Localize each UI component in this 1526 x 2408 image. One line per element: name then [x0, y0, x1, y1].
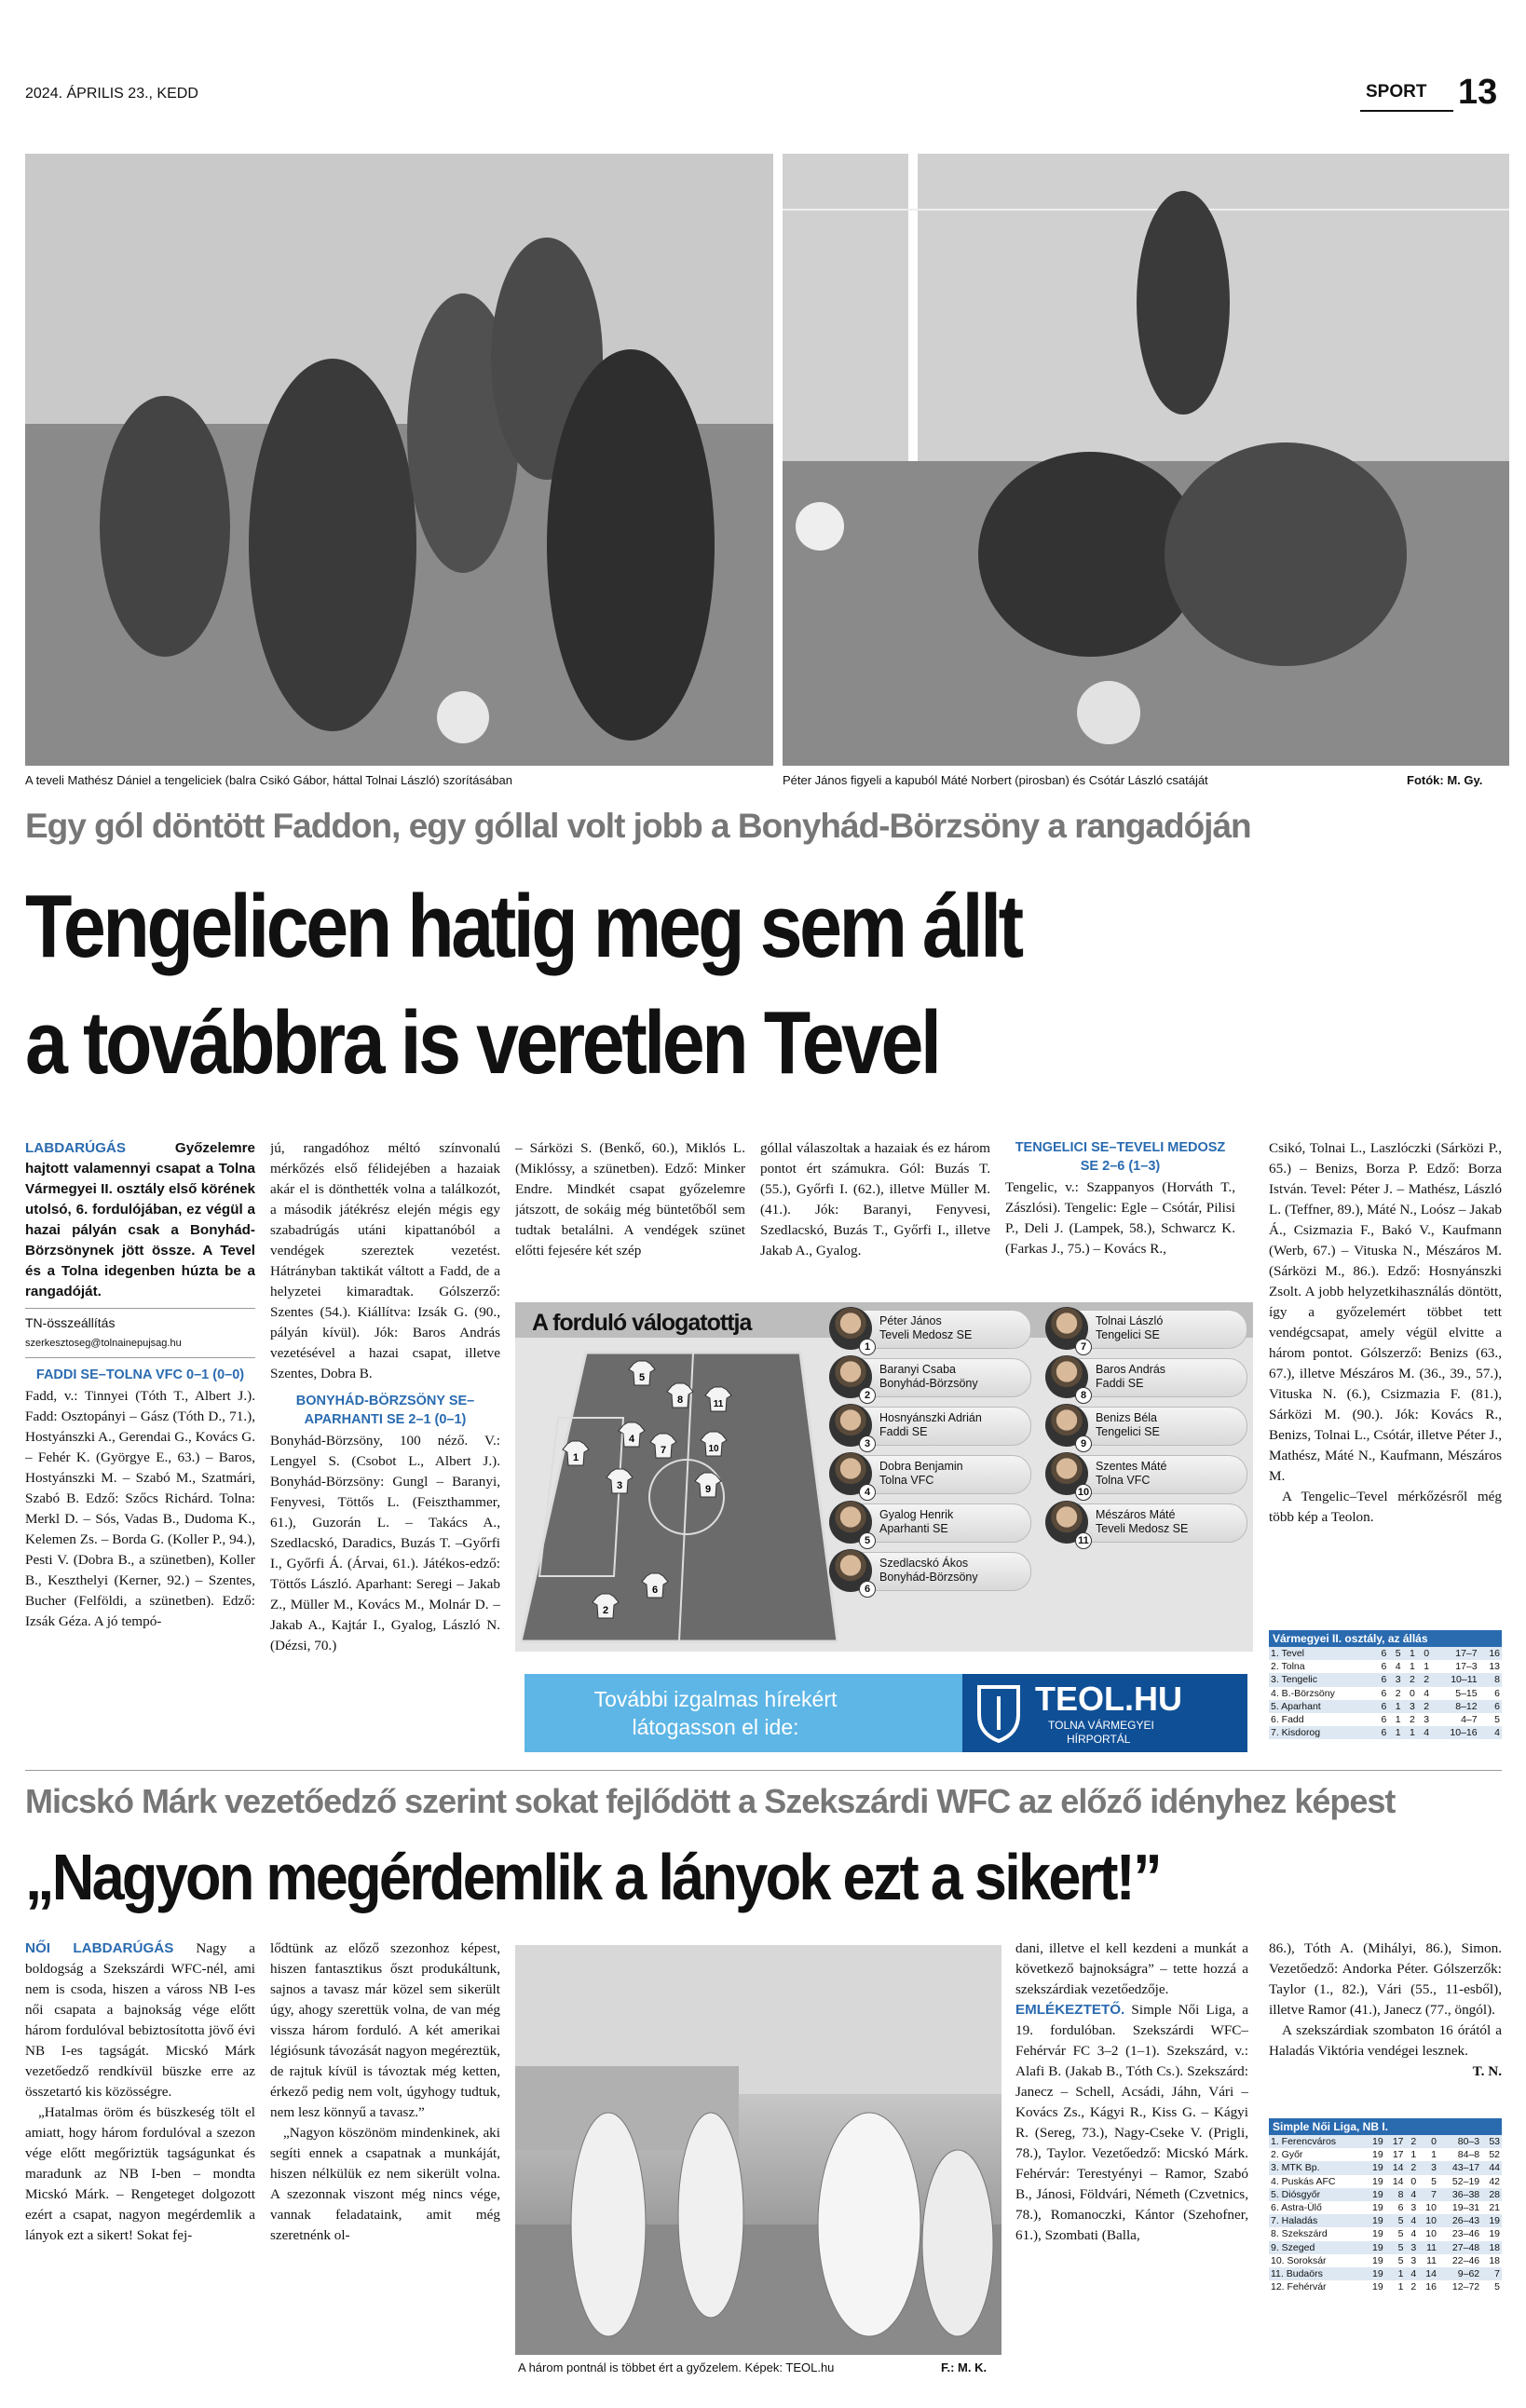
photo-right-illustration	[783, 154, 1509, 766]
player-number: 7	[1075, 1339, 1092, 1355]
shirt-1	[562, 1440, 590, 1466]
photo-left	[25, 154, 773, 766]
section-divider	[25, 1770, 1502, 1771]
article1-lead-label: LABDARÚGÁS	[25, 1140, 126, 1156]
player-team: Tengelici SE	[1096, 1425, 1160, 1438]
article1-column-3	[515, 1138, 745, 1287]
article2-photo	[515, 1945, 1001, 2355]
article2-col1-text2: „Hatalmas öröm és büszkeség tölt el amiatt, hogy három fordulóval a szezon vége előtt megőriztük tagságunkat és maradunk az NB I-ben – mondta Micskó Márk. – Rengeteget dolgozott ezért a csapat, nagyon megérdemlik a lányok ezt a sikert! Sokat fej-	[25, 2104, 255, 2243]
match3-title: TENGELICI SE–TEVELI MEDOSZ SE 2–6 (1–3)	[1015, 1140, 1226, 1174]
player-name: Baros András	[1096, 1363, 1166, 1376]
stat-cell: 1	[1403, 1647, 1417, 1660]
team-name: 2. Tolna	[1271, 1661, 1305, 1673]
stat-cell: 10–16	[1431, 1726, 1479, 1739]
stat-cell: 19	[1365, 2241, 1385, 2254]
team-name: 11. Budaörs	[1269, 2267, 1365, 2280]
player-team: Faddi SE	[1096, 1377, 1144, 1390]
stat-cell: 19	[1372, 2228, 1383, 2240]
stat-cell: 27–48	[1438, 2241, 1481, 2254]
article1-column-5	[1005, 1138, 1235, 1287]
shirt-7	[649, 1433, 677, 1459]
player-team: Bonyhád-Börzsöny	[879, 1377, 978, 1390]
match1-text: Fadd, v.: Tinnyei (Tóth T., Albert J.). Fadd: Osztopányi – Gász (Tóth D., 71.), Hostyánszki A., Gerendai G., Kovács G. – Fehér K. (Györgye E., 63.) – Baros, Hostyánszki M. – Szabó M., Szatmári, Szabó B. Edző: Szőcs Richárd. Tolna: Merkl D. – Sós, Vadas B., Dudoma K., Kelemen Zs. – Borda G. (Koller P., 94.), Pesti V. (Dobra B., a szünetben), Koller B., Keszthelyi (Kerner, 92.) – Szentes, Bucher (Felföldi, a szünetben). Edző: Izsák Géza. A jó tempó-	[25, 1388, 255, 1629]
stat-cell: 5	[1397, 2254, 1404, 2266]
stat-cell: 0	[1417, 1647, 1431, 1660]
article2-col4-text: 86.), Tóth A. (Mihályi, 86.), Simon. Vezetőedző: Andorka Péter. Gólszerzők: Taylor (1., 82.), Vári (55., 11-esből), illetve Ramor (41.), Janecz (77., öngól).	[1269, 1940, 1502, 2018]
standings-row	[1269, 2135, 1502, 2148]
team-name: 4. Puskás AFC	[1271, 2175, 1336, 2187]
reminder-label: EMLÉKEZTETŐ.	[1015, 2002, 1125, 2018]
stat-cell: 52	[1489, 2149, 1500, 2161]
lineup-card-11	[1046, 1503, 1247, 1546]
player-number: 2	[859, 1387, 876, 1404]
ad-sub2: HÍRPORTÁL	[1067, 1733, 1131, 1746]
stat-cell: 6	[1374, 1673, 1388, 1686]
photo-credit: Fotók: M. Gy.	[1407, 773, 1483, 787]
standings-row	[1269, 2201, 1502, 2214]
article2-column-2	[270, 1939, 500, 2386]
stat-cell: 19	[1365, 2135, 1385, 2148]
player-team: Tengelici SE	[1096, 1328, 1160, 1341]
standings-row	[1269, 1713, 1502, 1726]
standings-row	[1269, 2161, 1502, 2174]
team-name: 7. Haladás	[1269, 2214, 1365, 2227]
article1-column-4	[760, 1138, 990, 1287]
lineup-graphic	[515, 1302, 1253, 1652]
svg-text:2: 2	[602, 1605, 609, 1616]
teol-ad-banner[interactable]	[525, 1674, 1247, 1752]
stat-cell: 19	[1372, 2281, 1383, 2293]
stat-cell: 19	[1365, 2267, 1385, 2280]
shirt-10	[700, 1431, 728, 1457]
shirt-5	[628, 1360, 656, 1386]
standings-1-title: Vármegyei II. osztály, az állás	[1269, 1630, 1502, 1647]
stat-cell: 43–17	[1438, 2161, 1481, 2174]
standings-1-rows	[1269, 1647, 1502, 1739]
ad-sub1: TOLNA VÁRMEGYEI	[1048, 1719, 1154, 1732]
ad-brand-box	[962, 1674, 1247, 1752]
article1-col3-text: – Sárközi S. (Benkő, 60.), Miklós L. (Miklóssy, a szünetben). Edző: Minker Endre. Mindkét csapat győzelemre játszott, de sokáig még büntetőből sem tudtak betalálni. A vendégek szünet előtti fejesére két szép	[515, 1140, 745, 1258]
stat-cell: 10	[1418, 2214, 1438, 2227]
standings-row	[1269, 2214, 1502, 2227]
stat-cell: 19	[1365, 2188, 1385, 2201]
stat-cell: 36–38	[1438, 2188, 1481, 2201]
stat-cell: 26–43	[1438, 2214, 1481, 2227]
standings-row	[1269, 1647, 1502, 1660]
stat-cell: 19	[1365, 2214, 1385, 2227]
player-name: Mészáros Máté	[1096, 1508, 1176, 1521]
player-name: Hosnyánszki Adrián	[879, 1411, 982, 1424]
stat-cell: 6	[1374, 1726, 1388, 1739]
shirt-8	[666, 1382, 694, 1408]
team-name: 6. Astra-Ülő	[1271, 2202, 1322, 2214]
stat-cell: 1	[1388, 1700, 1402, 1713]
ad-text-line1: További izgalmas hírekért	[593, 1687, 838, 1711]
team-name: 5. Diósgyőr	[1269, 2188, 1365, 2201]
player-team: Aparhanti SE	[879, 1522, 948, 1535]
player-number: 10	[1075, 1484, 1092, 1501]
svg-text:10: 10	[708, 1444, 719, 1454]
ad-text-line2: látogasson el ide:	[632, 1715, 799, 1739]
player-number: 5	[859, 1532, 876, 1549]
player-name: Tolnai László	[1096, 1314, 1164, 1327]
ad-brand: TEOL.HU	[1035, 1680, 1182, 1718]
stat-cell: 1	[1410, 1661, 1415, 1673]
stat-cell: 1	[1385, 2267, 1406, 2280]
article2-headline: „Nagyon megérdemlik a lányok ezt a sikert!”	[25, 1841, 1160, 1913]
shirt-4	[618, 1422, 646, 1448]
stat-cell: 3	[1418, 2161, 1438, 2174]
stat-cell: 8–12	[1431, 1700, 1479, 1713]
stat-cell: 5	[1385, 2241, 1406, 2254]
team-name: 6. Fadd	[1271, 1714, 1304, 1726]
player-team: Teveli Medosz SE	[1096, 1522, 1189, 1535]
standings-row	[1269, 2254, 1502, 2267]
article2-photo-illustration	[515, 1945, 1001, 2355]
svg-text:3: 3	[616, 1480, 623, 1491]
article1-headline-line2: a továbbra is veretlen Tevel	[25, 993, 939, 1093]
article2-lead-label: NŐI LABDARÚGÁS	[25, 1940, 174, 1956]
team-name: 9. Szeged	[1269, 2241, 1365, 2254]
stat-cell: 6	[1479, 1700, 1502, 1713]
team-name: 10. Soroksár	[1271, 2254, 1327, 2266]
shirt-2	[592, 1593, 620, 1619]
stat-cell: 4	[1424, 1687, 1430, 1699]
team-name: 3. Tengelic	[1269, 1673, 1374, 1686]
player-team: Bonyhád-Börzsöny	[879, 1571, 978, 1584]
stat-cell: 2	[1406, 2135, 1419, 2148]
match2-text: Bonyhád-Börzsöny, 100 néző. V.: Lengyel S. (Csobot L., Albert J.). Bonyhád-Börzsöny: Gungl – Baranyi, Fenyvesi, Töttős L. (Feiszthammer, 61.), Guzorán L. – Takács A., Szedlacskó, Daradics, Buzás T. –Győrfi I., Győrfi Á. (Árvai, 61.). Játékos-edző: Töttős László. Aparhant: Seregi – Jakab Z., Müller M., Kovács M., Molnár D. – Jakab A., Kajtár I., Gyalog, László N. (Dézsi, 70.)	[270, 1433, 500, 1653]
stat-cell: 4	[1479, 1726, 1502, 1739]
stat-cell: 18	[1489, 2254, 1500, 2266]
stat-cell: 14	[1418, 2267, 1438, 2280]
article2-column-3	[1015, 1939, 1248, 2386]
stat-cell: 9–62	[1438, 2267, 1481, 2280]
stat-cell: 80–3	[1438, 2135, 1481, 2148]
stat-cell: 23–46	[1451, 2228, 1480, 2240]
stat-cell: 1	[1397, 2281, 1404, 2293]
standings-row	[1269, 1726, 1502, 1739]
stat-cell: 2	[1406, 2161, 1419, 2174]
stat-cell: 4	[1406, 2188, 1419, 2201]
player-number: 6	[859, 1581, 876, 1598]
match1-title: FADDI SE–TOLNA VFC 0–1 (0–0)	[35, 1367, 245, 1382]
article1-lead: Győzelemre hajtott valamennyi csapat a Tolna Vármegyei II. osztály első körének utolsó, 6. fordulójában, ez végül a hazai pályán csak a Bonyhád-Börzsönynek jött össze. A Tevel és a Tolna idegenben húzta be a rangadóját.	[25, 1140, 255, 1299]
article1-col6-text: Csikó, Tolnai L., Laszlóczki (Sárközi P., 65.) – Benizs, Borza P. Edző: Borza István. Tevel: Péter J. – Mathész, László L. (Teffner, 89.), Máté N., Loósz – Jakab Á., Csizmazia F., Bakó V., Kaufmann (Werb, 67.) – Vituska N., Mészáros M. (Sárközi M., 86.). Edző: Hosnyánszki Zsolt. A jobb helyzetkihasználás döntött, így a győzelemért többet tett vendégcsapat, amely végül elvitte a három pontot. Gólszerző: Benizs (63., 67.), illetve Mészáros M. (36., 39., 57.), Vituska N. (6.), Csizmazia F. (81.), Sárközi M. (90.). Jók: Kovács R., Benizs, Tolnai L., Csótár, illetve Péter J., Mathész, Máté N., Kaufmann, Mészáros M.	[1269, 1140, 1502, 1484]
stat-cell: 5	[1494, 2281, 1500, 2293]
player-name: Baranyi Csaba	[879, 1363, 956, 1376]
photo-right-caption: Péter János figyeli a kapuból Máté Norbert (pirosban) és Csótár László csatáját	[783, 773, 1208, 787]
standings-row	[1269, 1660, 1502, 1673]
svg-text:1: 1	[572, 1452, 579, 1463]
standings-row	[1269, 2175, 1502, 2188]
svg-text:6: 6	[651, 1585, 659, 1596]
article1-email: szerkesztoseg@tolnainepujsag.hu	[25, 1338, 182, 1349]
stat-cell: 53	[1481, 2135, 1502, 2148]
article2-photo-caption: A három pontnál is többet ért a győzelem. Képek: TEOL.hu	[518, 2360, 835, 2374]
standings-row	[1269, 2267, 1502, 2280]
player-number: 1	[859, 1339, 876, 1355]
stat-cell: 11	[1426, 2254, 1437, 2266]
lineup-card-4	[830, 1455, 1031, 1498]
stat-cell: 5	[1431, 2175, 1437, 2187]
stat-cell: 3	[1406, 2241, 1419, 2254]
standings-row	[1269, 2227, 1502, 2240]
player-name: Péter János	[879, 1314, 942, 1327]
stat-cell: 19–31	[1451, 2202, 1480, 2214]
stat-cell: 0	[1410, 1687, 1415, 1699]
stat-cell: 0	[1410, 2175, 1417, 2187]
stat-cell: 21	[1489, 2202, 1500, 2214]
stat-cell: 14	[1385, 2161, 1406, 2174]
article2-col3-text: dani, illetve el kell kezdeni a munkát a következő bajnokságra” – tette hozzá a szekszárdiak vezetőedzője.	[1015, 1940, 1248, 1997]
stat-cell: 10	[1425, 2228, 1437, 2240]
article1-headline-line1: Tengelicen hatig meg sem állt	[25, 877, 1021, 976]
stat-cell: 4	[1395, 1661, 1401, 1673]
svg-text:7: 7	[660, 1445, 667, 1456]
team-name: 4. B.-Börzsöny	[1271, 1687, 1335, 1699]
stat-cell: 3	[1424, 1714, 1430, 1726]
stat-cell: 10	[1425, 2202, 1437, 2214]
shirt-6	[641, 1572, 669, 1599]
stat-cell: 3	[1410, 2202, 1417, 2214]
svg-text:4: 4	[628, 1434, 635, 1445]
article2-col3-text2: Simple Női Liga, a 19. fordulóban. Szekszárdi WFC–Fehérvár FC 3–2 (1–1). Szekszárd, v.: Alafi B. (Jakab B., Tóth Cs.). Szekszárd: Janecz – Schell, Acsádi, Jáhn, Vári – Kovács Zs., Kágyi R., Kiss G. – Kágyi R. (Sereg, 73.), Nagy-Cseke V. (Prigli, 78.), Taylor. Vezetőedző: Micskó Márk. Fehérvár: Terestyényi – Ramor, Szabó B., Jánosi, Földvári, Németh (Czvetnics, 78.), Romanoczki, Kántor (Szehofner, 61.), Szombati (Balla,	[1015, 2002, 1248, 2243]
stat-cell: 19	[1481, 2214, 1502, 2227]
player-number: 9	[1075, 1435, 1092, 1452]
stat-cell: 19	[1372, 2175, 1383, 2187]
standings-row	[1269, 1687, 1502, 1700]
shirt-3	[606, 1468, 634, 1494]
stat-cell: 22–46	[1451, 2254, 1480, 2266]
svg-text:5: 5	[638, 1372, 646, 1383]
lineup-card-7	[1046, 1310, 1247, 1353]
stat-cell: 28	[1481, 2188, 1502, 2201]
stat-cell: 4–7	[1461, 1714, 1478, 1726]
stat-cell: 7	[1481, 2267, 1502, 2280]
team-name: 12. Fehérvár	[1271, 2281, 1327, 2293]
shirt-11	[704, 1386, 732, 1412]
player-name: Dobra Benjamin	[879, 1460, 963, 1473]
stat-cell: 5	[1397, 2228, 1404, 2240]
lineup-card-1	[830, 1310, 1031, 1353]
standings-table-2	[1269, 2118, 1502, 2293]
standings-2-title: Simple Női Liga, NB I.	[1269, 2118, 1502, 2135]
stat-cell: 1	[1395, 1714, 1401, 1726]
stat-cell: 52–19	[1451, 2175, 1480, 2187]
stat-cell: 10–11	[1431, 1673, 1479, 1686]
article1-column-6	[1269, 1138, 1502, 1623]
lineup-card-6	[830, 1552, 1031, 1595]
stat-cell: 14	[1392, 2175, 1404, 2187]
stat-cell: 19	[1365, 2161, 1385, 2174]
stat-cell: 1	[1403, 1726, 1417, 1739]
team-name: 2. Győr	[1271, 2149, 1303, 2161]
stat-cell: 7	[1418, 2188, 1438, 2201]
article2-column-1	[25, 1939, 255, 2386]
player-name: Szentes Máté	[1096, 1460, 1167, 1473]
player-number: 4	[859, 1484, 876, 1501]
lineup-card-8	[1046, 1358, 1247, 1401]
stat-cell: 5	[1385, 2214, 1406, 2227]
stat-cell: 1	[1424, 1661, 1430, 1673]
article1-col5-text: Tengelic, v.: Szappanyos (Horváth T., Zászlósi). Tengelic: Egle – Csótár, Pilisi P., Deli J. (Lampek, 58.), Schwarcz K. (Farkas J., 75.) – Kovács R.,	[1005, 1179, 1235, 1257]
standings-table-1	[1269, 1630, 1502, 1739]
stat-cell: 17	[1385, 2135, 1406, 2148]
team-name: 1. Ferencváros	[1269, 2135, 1365, 2148]
stat-cell: 5	[1494, 1714, 1500, 1726]
stat-cell: 3	[1410, 2254, 1417, 2266]
stat-cell: 2	[1403, 1673, 1417, 1686]
article2-col4-text2: A szekszárdiak szombaton 16 órától a Haladás Viktória vendégei lesznek.	[1269, 2022, 1502, 2059]
player-team: Tolna VFC	[1096, 1474, 1151, 1487]
standings-row	[1269, 1673, 1502, 1686]
svg-text:8: 8	[676, 1394, 684, 1406]
photo-left-illustration	[25, 154, 773, 766]
section-label: SPORT	[1366, 82, 1427, 102]
stat-cell: 84–8	[1457, 2149, 1480, 2161]
stat-cell: 8	[1385, 2188, 1406, 2201]
stat-cell: 44	[1481, 2161, 1502, 2174]
stat-cell: 6	[1374, 1700, 1388, 1713]
lineup-card-10	[1046, 1455, 1247, 1498]
article1-col4-text: góllal válaszoltak a hazaiak és ez három pontot ért számukra. Gól: Buzás T. (55.), Győrfi I. (62.), illetve Müller M. (41.). Jók: Baranyi, Fenyvesi, Szedlacskó, Buzás T., Győrfi I., illetve Jakab A., Gyalog.	[760, 1140, 990, 1258]
stat-cell: 6	[1381, 1661, 1387, 1673]
standings-row	[1269, 1700, 1502, 1713]
stat-cell: 17	[1392, 2149, 1404, 2161]
stat-cell: 1	[1410, 2149, 1417, 2161]
stat-cell: 6	[1374, 1647, 1388, 1660]
player-name: Szedlacskó Ákos	[879, 1557, 969, 1570]
lineup-card-5	[830, 1503, 1031, 1546]
stat-cell: 2	[1410, 1714, 1415, 1726]
article2-signature: T. N.	[1472, 2063, 1502, 2079]
article2-col2-text: lődtünk az előző szezonhoz képest, hiszen fantasztikus őszt produkáltunk, sajnos a tavasz már közel sem sikerült úgy, ahogy szerettük volna, de van még vissza három forduló. A két amerikai légiósunk távozását nagyon megéreztük, de rajtuk kívül is távoztak még ketten, érkező pedig nem volt, úgyhogy tudtuk, nem lesz könnyű a tavasz.”	[270, 1940, 500, 2120]
player-team: Tolna VFC	[879, 1474, 934, 1487]
photo-left-caption: A teveli Mathész Dániel a tengeliciek (balra Csikó Gábor, háttal Tolnai László) szorításában	[25, 773, 512, 787]
stat-cell: 17–7	[1431, 1647, 1479, 1660]
player-name: Gyalog Henrik	[879, 1508, 954, 1521]
photo-right	[783, 154, 1509, 766]
stat-cell: 5	[1388, 1647, 1402, 1660]
stat-cell: 13	[1489, 1661, 1500, 1673]
stat-cell: 6	[1381, 1714, 1387, 1726]
match2-title: BONYHÁD-BÖRZSÖNY SE–APARHANTI SE 2–1 (0–1)	[295, 1394, 475, 1427]
team-name: 1. Tevel	[1269, 1647, 1374, 1660]
page-number: 13	[1458, 73, 1498, 112]
stat-cell: 4	[1410, 2228, 1417, 2240]
standings-row	[1269, 2241, 1502, 2254]
team-name: 5. Aparhant	[1269, 1700, 1374, 1713]
stat-cell: 11	[1418, 2241, 1438, 2254]
stat-cell: 8	[1479, 1673, 1502, 1686]
shirt-9	[694, 1472, 722, 1498]
teol-logo-icon	[975, 1683, 1022, 1743]
lineup-title: A forduló válogatottja	[532, 1310, 752, 1336]
player-number: 3	[859, 1435, 876, 1452]
stat-cell: 1	[1388, 1726, 1402, 1739]
stat-cell: 4	[1417, 1726, 1431, 1739]
article2-photo-credit: F.: M. K.	[941, 2360, 988, 2374]
stat-cell: 1	[1431, 2149, 1437, 2161]
article2-kicker: Micskó Márk vezetőedző szerint sokat fejlődött a Szekszárdi WFC az előző idényhez képest	[25, 1782, 1396, 1820]
header-rule	[1360, 110, 1453, 112]
standings-row	[1269, 2188, 1502, 2201]
stat-cell: 6	[1397, 2202, 1404, 2214]
stat-cell: 6	[1494, 1687, 1500, 1699]
article1-column-2	[270, 1138, 500, 1762]
stat-cell: 16	[1425, 2281, 1437, 2293]
stat-cell: 17–3	[1455, 1661, 1478, 1673]
stat-cell: 2	[1410, 2281, 1417, 2293]
article1-col6-tail: A Tengelic–Tevel mérkőzésről még több kép a Teolon.	[1269, 1489, 1502, 1525]
stat-cell: 4	[1406, 2214, 1419, 2227]
stat-cell: 2	[1417, 1673, 1431, 1686]
stat-cell: 19	[1372, 2149, 1383, 2161]
stat-cell: 6	[1381, 1687, 1387, 1699]
standings-2-rows	[1269, 2135, 1502, 2293]
player-team: Faddi SE	[879, 1425, 928, 1438]
stat-cell: 12–72	[1451, 2281, 1480, 2293]
article1-kicker: Egy gól döntött Faddon, egy góllal volt jobb a Bonyhád-Börzsöny a rangadóján	[25, 807, 1251, 845]
article1-col2-text: jú, rangadóhoz méltó színvonalú mérkőzés első félidejében a hazaiak akár el is dönthették volna a találkozót, a második játékrész elején mégis egy szabadrúgás utáni kipattanóból a vendégek szereztek vezetést. Hátrányban taktikát váltott a Fadd, de a helyzetei kimaradtak. Gólszerző: Szentes (54.). Kiállítva: Izsák G. (90., pályán kívül). Jók: Baros András vezetésével a hazai csapat, illetve Szentes, Dobra B.	[270, 1140, 500, 1381]
page-date: 2024. ÁPRILIS 23., KEDD	[25, 86, 198, 102]
player-number: 11	[1075, 1532, 1092, 1549]
standings-row	[1269, 2280, 1502, 2293]
stat-cell: 42	[1489, 2175, 1500, 2187]
stat-cell: 19	[1372, 2202, 1383, 2214]
stat-cell: 3	[1403, 1700, 1417, 1713]
player-team: Teveli Medosz SE	[879, 1328, 973, 1341]
stat-cell: 19	[1489, 2228, 1500, 2240]
stat-cell: 16	[1479, 1647, 1502, 1660]
team-name: 3. MTK Bp.	[1269, 2161, 1365, 2174]
stat-cell: 2	[1417, 1700, 1431, 1713]
player-number: 8	[1075, 1387, 1092, 1404]
article1-column-1	[25, 1138, 255, 1762]
lineup-card-9	[1046, 1407, 1247, 1449]
standings-row	[1269, 2148, 1502, 2161]
stat-cell: 18	[1481, 2241, 1502, 2254]
stat-cell: 4	[1406, 2267, 1419, 2280]
stat-cell: 2	[1395, 1687, 1401, 1699]
svg-text:11: 11	[713, 1399, 724, 1409]
team-name: 8. Szekszárd	[1271, 2228, 1328, 2240]
article2-column-4	[1269, 1939, 1502, 2102]
team-name: 7. Kisdorog	[1269, 1726, 1374, 1739]
svg-text:9: 9	[704, 1484, 712, 1495]
stat-cell: 3	[1388, 1673, 1402, 1686]
stat-cell: 0	[1418, 2135, 1438, 2148]
stat-cell: 19	[1372, 2254, 1383, 2266]
lineup-card-3	[830, 1407, 1031, 1449]
player-name: Benizs Béla	[1096, 1411, 1158, 1424]
lineup-card-2	[830, 1358, 1031, 1401]
article1-author: TN-összeállítás	[25, 1315, 116, 1330]
article2-col2-text2: „Nagyon köszönöm mindenkinek, aki segíti ennek a csapatnak a munkáját, hiszen nélkülük ez nem sikerült volna. A szezonnak viszont még nincs vége, vannak feladataink, amit még szeretnénk ol-	[270, 2125, 500, 2243]
stat-cell: 5–15	[1455, 1687, 1478, 1699]
article2-col1-text: Nagy a boldogság a Szekszárdi WFC-nél, ami nem is csoda, hiszen a váross NB I-es női csapata a bajnokság vége előtt három fordulóval bebiztosította jövő évi NB I-es tagságát. Micskó Márk vezetőedző rendkívül büszke erre az összetartó kis közösségre.	[25, 1940, 255, 2100]
